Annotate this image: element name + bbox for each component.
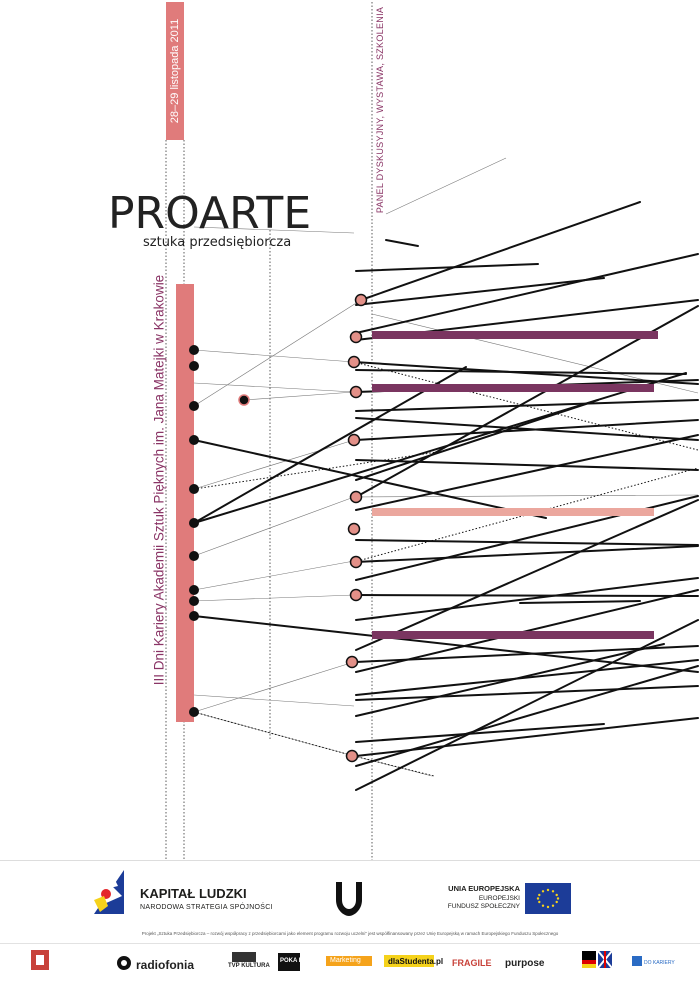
plum-bar-3: [372, 631, 654, 639]
plum-bar-2: [372, 384, 654, 392]
sponsor-marketing: Marketing: [330, 957, 361, 964]
sponsor-fragile: FRAGILE: [452, 958, 492, 968]
sponsor-dlastudenta: dlaStudenta.pl: [388, 957, 444, 966]
ue-sub-line-1: EUROPEJSKI: [478, 895, 520, 902]
guide-lines: [166, 2, 372, 860]
poster-title: PROARTE: [108, 188, 312, 239]
sponsor-radiofonia: radiofonia: [136, 958, 195, 972]
footer-divider: [0, 860, 700, 861]
asp-shield-icon: [336, 882, 362, 916]
sponsor-purpose: purpose: [505, 958, 545, 969]
kapital-ludzki-subtitle: NARODOWA STRATEGIA SPÓJNOŚCI: [140, 904, 273, 911]
ue-title: UNIA EUROPEJSKA: [448, 884, 520, 893]
sponsors-divider: [0, 943, 700, 944]
ue-subtitle: [420, 895, 520, 911]
panel-text: PANEL DYSKUSYJNY, WYSTAWA, SZKOLENIA: [375, 6, 385, 214]
sponsor-do-kariery: DO KARIERY: [644, 960, 675, 966]
kapital-ludzki-logo-icon: [94, 870, 124, 914]
loose-node: [239, 395, 249, 405]
project-note: Projekt „Sztuka Przedsiębiorcza – rozwój współpracy z przedsiębiorcami jako element programu rozwoju uczelni" jest współfinansowany przez Unię Europejską w ramach Europejskiego Funduszu Społecznego: [141, 931, 559, 936]
event-name: III Dni Kariery Akademii Sztuk Pięknych im. Jana Matejki w Krakowie: [151, 274, 167, 686]
sponsor-tvp-kultura: TVP KULTURA: [228, 963, 270, 969]
event-date: 28–29 listopada 2011: [169, 18, 181, 124]
kapital-ludzki-title: KAPITAŁ LUDZKI: [140, 886, 247, 901]
poster-subtitle: sztuka przedsiębiorcza: [143, 235, 292, 250]
salmon-nodes: [347, 295, 367, 762]
eu-flag-icon: [525, 883, 571, 914]
plum-bar-1: [372, 331, 658, 339]
ue-sub-line-2: FUNDUSZ SPOŁECZNY: [447, 902, 520, 910]
sponsor-poka-poka: POKA POKA: [280, 958, 317, 964]
pink-bar: [372, 508, 654, 516]
